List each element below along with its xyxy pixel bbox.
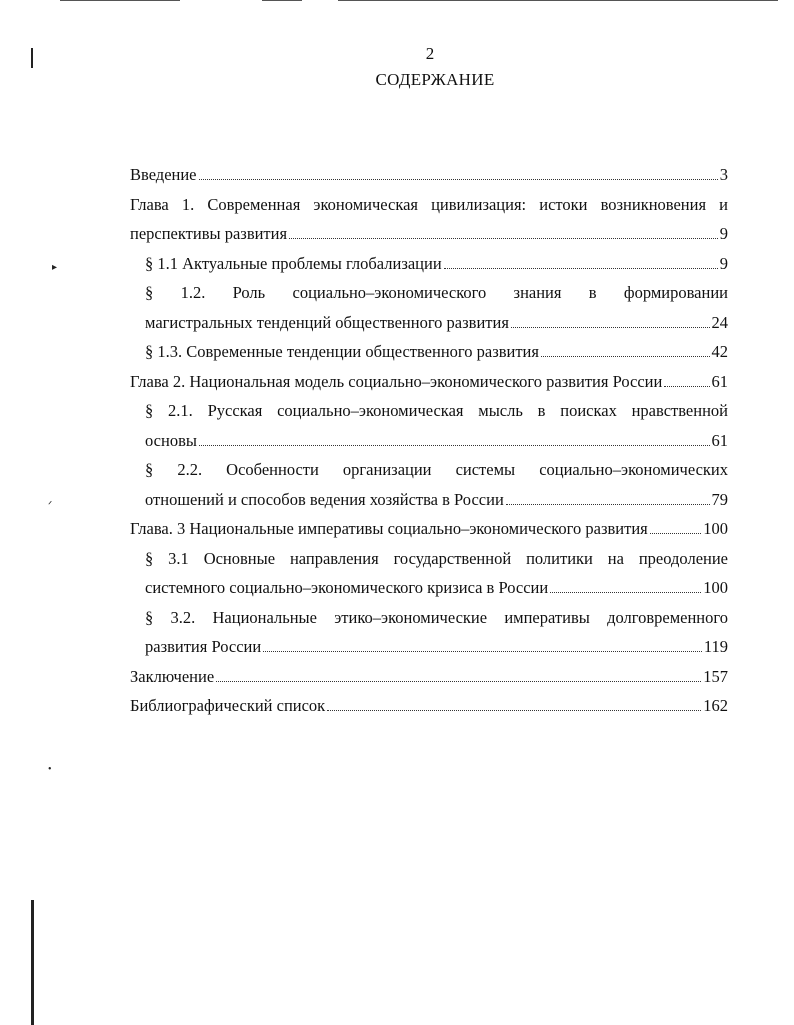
toc-entry-ch3 bbox=[130, 514, 728, 544]
toc-entry-title: § 1.1 Актуальные проблемы глобализации bbox=[145, 253, 442, 273]
toc-page-number: 157 bbox=[703, 666, 728, 686]
toc-page-number: 42 bbox=[711, 342, 728, 361]
scan-mark: ▸ bbox=[52, 262, 58, 273]
toc-entry-text: § 3.1 Основные направления государственной политики на преодоление bbox=[145, 548, 728, 568]
dot-leader bbox=[550, 592, 701, 593]
toc-entry-row bbox=[145, 632, 728, 662]
toc-entry-title: Глава. 3 Национальные императивы социально–экономического развития bbox=[130, 519, 648, 538]
dot-leader bbox=[199, 445, 710, 446]
toc-entry-concl bbox=[130, 662, 728, 692]
toc-entry-row bbox=[145, 308, 728, 338]
toc-entry-intro bbox=[130, 160, 728, 190]
toc-entry-row bbox=[130, 367, 728, 397]
toc-entry-text: § 2.2. Особенности организации системы социально–экономических bbox=[145, 460, 728, 479]
toc-entry-text: § 2.1. Русская социально–экономическая мысль в поисках нравственной bbox=[145, 401, 728, 420]
toc-entry-row bbox=[130, 514, 728, 544]
scan-edge bbox=[262, 0, 302, 1]
toc-entry-s3-1 bbox=[130, 544, 728, 603]
toc-entry-row bbox=[130, 662, 728, 692]
toc-entry-row bbox=[145, 249, 728, 279]
table-of-contents bbox=[130, 160, 728, 721]
dot-leader bbox=[506, 504, 710, 505]
toc-page-number: 162 bbox=[703, 696, 728, 715]
toc-entry-title: Глава 2. Национальная модель социально–экономического развития России bbox=[130, 371, 663, 391]
page-title: СОДЕРЖАНИЕ bbox=[375, 70, 495, 89]
toc-entry-text: § 1.2. Роль социально–экономического знания в формировании bbox=[145, 283, 728, 302]
toc-page-number: 24 bbox=[711, 312, 728, 332]
toc-entry-row bbox=[145, 337, 728, 367]
toc-entry-row bbox=[145, 426, 728, 456]
toc-page-number: 79 bbox=[711, 489, 728, 509]
toc-entry-title: системного социально–экономического кризиса в России bbox=[145, 578, 549, 597]
dot-leader bbox=[263, 651, 702, 652]
dot-leader bbox=[664, 386, 709, 387]
toc-page-number: 119 bbox=[703, 637, 728, 656]
toc-page-number: 9 bbox=[719, 224, 728, 243]
toc-page-number: 61 bbox=[711, 430, 728, 450]
toc-page-number: 100 bbox=[703, 578, 728, 597]
toc-page-number: 100 bbox=[703, 519, 728, 538]
toc-entry-row bbox=[130, 219, 728, 249]
toc-entry-title: основы bbox=[145, 430, 197, 450]
toc-entry-text: § 3.2. Национальные этико–экономические императивы долговременного bbox=[145, 607, 728, 627]
dot-leader bbox=[650, 533, 701, 534]
toc-entry-title: перспективы развития bbox=[130, 224, 288, 243]
scan-edge bbox=[338, 0, 778, 1]
toc-entry-row bbox=[145, 573, 728, 603]
toc-entry-title: Заключение bbox=[130, 666, 215, 686]
dot-leader bbox=[511, 327, 710, 328]
dot-leader bbox=[216, 681, 701, 682]
toc-entry-biblio bbox=[130, 691, 728, 721]
toc-entry-s2-1 bbox=[130, 396, 728, 455]
toc-entry-title: отношений и способов ведения хозяйства в России bbox=[145, 489, 504, 509]
toc-entry-row bbox=[145, 485, 728, 515]
toc-entry-s3-2 bbox=[130, 603, 728, 662]
toc-entry-title: развития России bbox=[145, 637, 262, 656]
toc-entry-row bbox=[130, 160, 728, 190]
toc-entry-title: магистральных тенденций общественного развития bbox=[145, 312, 509, 332]
scan-mark: ᐟ bbox=[48, 500, 53, 511]
scan-edge bbox=[60, 0, 180, 1]
dot-leader bbox=[444, 268, 718, 269]
dot-leader bbox=[289, 238, 718, 239]
toc-entry-title: § 1.3. Современные тенденции общественного развития bbox=[145, 342, 539, 361]
toc-entry-title: Библиографический список bbox=[130, 696, 326, 715]
toc-entry-s2-2 bbox=[130, 455, 728, 514]
toc-page-number: 61 bbox=[711, 371, 728, 391]
toc-entry-text: Глава 1. Современная экономическая цивилизация: истоки возникновения и bbox=[130, 194, 728, 214]
toc-entry-s1-3 bbox=[130, 337, 728, 367]
toc-entry-ch1 bbox=[130, 190, 728, 249]
toc-entry-s1-1 bbox=[130, 249, 728, 279]
toc-entry-ch2 bbox=[130, 367, 728, 397]
toc-page-number: 3 bbox=[719, 165, 728, 184]
page-number: 2 bbox=[425, 44, 435, 63]
toc-entry-title: Введение bbox=[130, 165, 197, 184]
toc-entry-row bbox=[130, 691, 728, 721]
scan-edge bbox=[31, 900, 34, 1025]
dot-leader bbox=[199, 179, 718, 180]
scan-mark: • bbox=[48, 764, 52, 775]
toc-page-number: 9 bbox=[719, 253, 728, 273]
dot-leader bbox=[541, 356, 710, 357]
dot-leader bbox=[327, 710, 701, 711]
toc-entry-s1-2 bbox=[130, 278, 728, 337]
